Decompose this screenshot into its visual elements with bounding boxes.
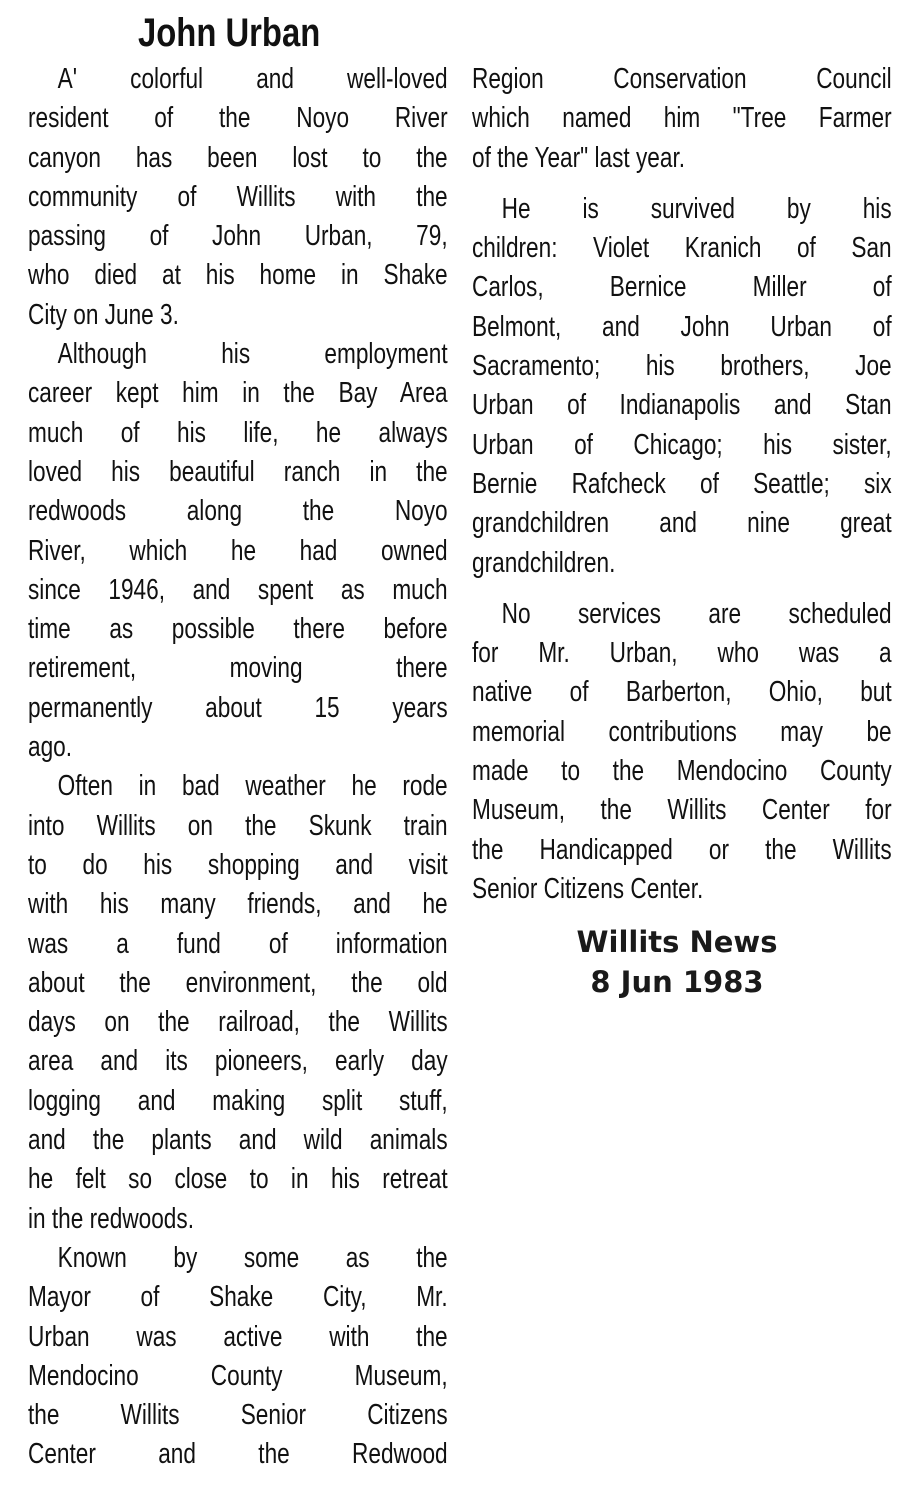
- text-line: community of Willits with the: [28, 180, 448, 213]
- text-line: resident of the Noyo River: [28, 102, 448, 135]
- text-line: City on June 3.: [28, 298, 179, 331]
- text-line: memorial contributions may be: [472, 715, 892, 748]
- text-line: Urban of Chicago; his sister,: [472, 428, 892, 461]
- text-line: about the environment, the old: [28, 966, 448, 999]
- text-line: for Mr. Urban, who was a: [472, 637, 892, 670]
- text-line: Museum, the Willits Center for: [472, 794, 892, 827]
- text-line: and the plants and wild animals: [28, 1124, 448, 1157]
- text-line: River, which he had owned: [28, 534, 448, 567]
- text-line: Bernie Rafcheck of Seattle; six: [472, 467, 892, 500]
- text-line: loved his beautiful ranch in the: [28, 455, 448, 488]
- left-column: [28, 60, 448, 1475]
- article-title: John Urban: [138, 11, 321, 55]
- text-line: Mayor of Shake City, Mr.: [28, 1281, 448, 1314]
- text-line: children: Violet Kranich of San: [472, 232, 892, 265]
- source-publication: Willits News: [576, 925, 778, 959]
- text-line: Urban was active with the: [28, 1320, 448, 1353]
- text-line: logging and making split stuff,: [28, 1084, 448, 1117]
- text-line: made to the Mendocino County: [472, 755, 892, 788]
- text-line: passing of John Urban, 79,: [28, 220, 448, 253]
- text-line: permanently about 15 years: [28, 691, 448, 724]
- text-line: which named him "Tree Farmer: [472, 102, 892, 135]
- text-line: native of Barberton, Ohio, but: [472, 676, 892, 709]
- source-date: 8 Jun 1983: [590, 965, 764, 999]
- text-line: A' colorful and well-loved: [57, 63, 448, 95]
- text-line: the Willits Senior Citizens: [28, 1399, 448, 1432]
- text-line: who died at his home in Shake: [28, 259, 448, 292]
- text-line: Region Conservation Council: [472, 63, 892, 95]
- text-line: days on the railroad, the Willits: [28, 1006, 448, 1039]
- text-line: grandchildren.: [472, 546, 616, 579]
- text-line: Known by some as the: [57, 1241, 448, 1274]
- text-line: into Willits on the Skunk train: [28, 809, 448, 842]
- text-line: the Handicapped or the Willits: [472, 833, 892, 866]
- text-line: Urban of Indianapolis and Stan: [472, 389, 892, 422]
- text-line: was a fund of information: [28, 927, 448, 960]
- text-line: of the Year" last year.: [472, 141, 686, 174]
- text-line: No services are scheduled: [501, 597, 892, 630]
- text-line: canyon has been lost to the: [28, 141, 448, 174]
- text-line: Often in bad weather he rode: [57, 770, 448, 803]
- text-line: since 1946, and spent as much: [28, 573, 448, 606]
- text-line: to do his shopping and visit: [28, 848, 448, 881]
- text-line: Mendocino County Museum,: [28, 1359, 448, 1392]
- text-line: Carlos, Bernice Miller of: [472, 271, 892, 304]
- text-line: career kept him in the Bay Area: [28, 377, 448, 410]
- text-line: ago.: [28, 731, 73, 764]
- right-column: [472, 60, 892, 909]
- text-line: Senior Citizens Center.: [472, 872, 704, 905]
- text-line: with his many friends, and he: [28, 888, 448, 921]
- text-line: in the redwoods.: [28, 1202, 194, 1235]
- text-line: retirement, moving there: [28, 652, 448, 685]
- source-credit: [472, 922, 882, 1002]
- text-line: Center and the Redwood: [28, 1438, 448, 1471]
- text-line: Although his employment: [57, 338, 448, 371]
- text-line: Belmont, and John Urban of: [472, 310, 892, 343]
- text-line: redwoods along the Noyo: [28, 495, 448, 528]
- text-line: time as possible there before: [28, 613, 448, 646]
- text-line: much of his life, he always: [28, 416, 448, 449]
- text-line: grandchildren and nine great: [472, 507, 892, 540]
- text-line: area and its pioneers, early day: [28, 1045, 448, 1078]
- text-line: he felt so close to in his retreat: [28, 1163, 448, 1196]
- text-line: He is survived by his: [501, 192, 892, 225]
- text-line: Sacramento; his brothers, Joe: [472, 350, 892, 383]
